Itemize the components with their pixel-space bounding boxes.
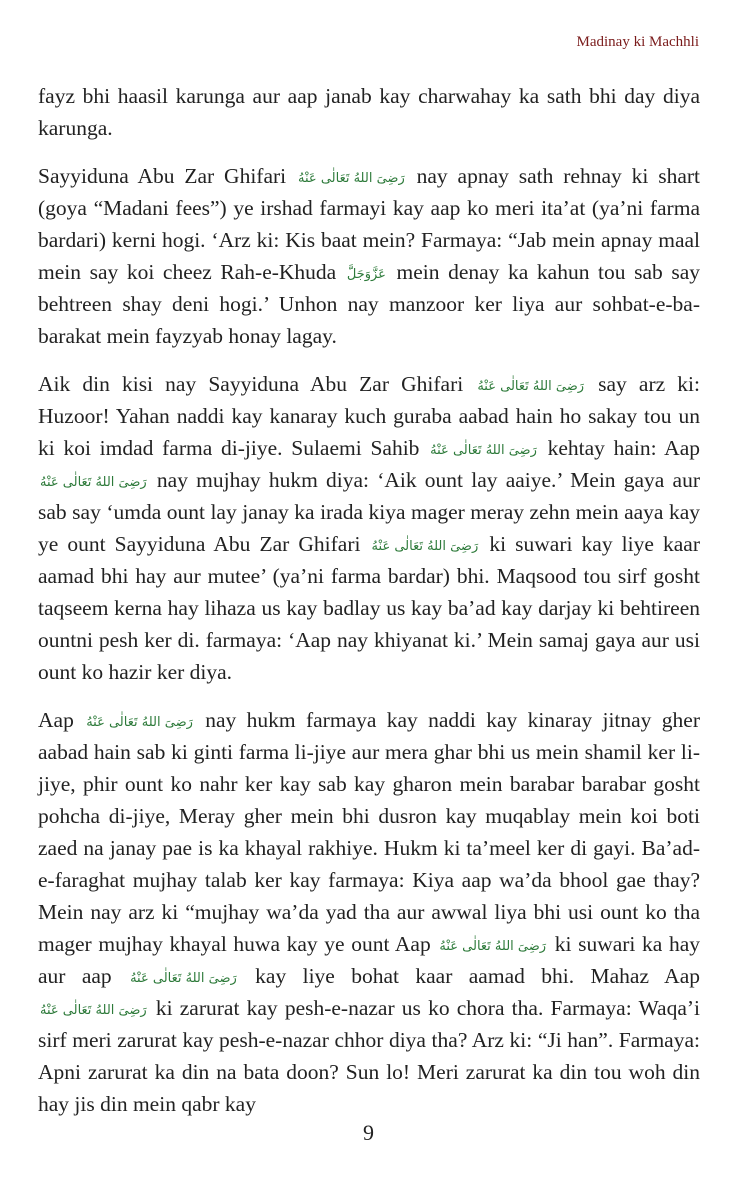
paragraph xyxy=(38,704,700,1120)
honorific-radiallahu: رَضِیَ اللهُ تَعَالٰی عَنْهُ xyxy=(40,1002,147,1018)
honorific-radiallahu: رَضِیَ اللهُ تَعَالٰی عَنْهُ xyxy=(477,378,585,394)
page-body xyxy=(38,80,700,1136)
honorific-radiallahu: رَضِیَ اللهُ تَعَالٰی عَنْهُ xyxy=(40,474,147,490)
text-segment: ki suwari kay liye kaar aamad bhi hay aur mutee’ (ya’ni farma bardar) bhi. Maqsood tou sirf gosht taqseem kerna hay lihaza us kay badlay us kay ba’ad kay darjay ki behtireen ountni pesh ker di. farmaya: ‘Aap nay khiyanat ki.’ Mein samaj gaya aur usi ount ko hazir ker diya. xyxy=(38,532,700,684)
honorific-radiallahu: رَضِیَ اللهُ تَعَالٰی عَنْهُ xyxy=(430,442,537,458)
running-header: Madinay ki Machhli xyxy=(576,34,699,50)
text-segment: Aap xyxy=(38,708,85,732)
text-segment: fayz bhi haasil karunga aur aap janab kay charwahay ka sath bhi day diya karunga. xyxy=(38,84,700,140)
honorific-radiallahu: رَضِیَ اللهُ تَعَالٰی عَنْهُ xyxy=(371,538,479,554)
paragraph xyxy=(38,368,700,688)
honorific-radiallahu: رَضِیَ اللهُ تَعَالٰی عَنْهُ xyxy=(130,970,237,986)
text-segment: Sayyiduna Abu Zar Ghifari xyxy=(38,164,297,188)
page-number: 9 xyxy=(363,1120,374,1145)
honorific-radiallahu: رَضِیَ اللهُ تَعَالٰی عَنْهُ xyxy=(86,714,193,730)
text-segment: nay hukm farmaya kay naddi kay kinaray jitnay gher aabad hain sab ki ginti farma li-jiye aur mera ghar bhi us mein shamil ker li-jiye, phir ount ko nahr ker kay sab kay gharon mein barabar barabar gosht pohcha di-jiye, Meray gher mein bhi dusron kay muqablay mein koi boti zaed na janay pae is ka khayal rakhiye. Hukm ki ta’meel ker di gayi. Ba’ad-e-faraghat mujhay talab ker kay farmaya: Kiya aap wa’da bhool gae thay? Mein nay arz ki “mujhay wa’da yad tha aur awwal liya bhi usi ount ko tha mager mujhay khayal huwa kay ye ount Aap xyxy=(38,708,700,956)
text-segment: nay apnay sath rehnay ki shart (goya “Madani fees”) ye irshad farmayi kay aap ko meri ita’at (ya’ni farma bardari) kerni hogi. ‘Arz ki: Kis baat mein? Farmaya: “Jab mein apnay maal mein say koi cheez Rah-e-Khuda xyxy=(38,164,700,284)
text-segment: mein denay ka kahun tou sab say behtreen shay deni hogi.’ Unhon nay manzoor ker liya aur sohbat-e-ba-barakat mein fayzyab honay lagay. xyxy=(38,260,701,348)
honorific-radiallahu: رَضِیَ اللهُ تَعَالٰی عَنْهُ xyxy=(298,170,405,186)
text-segment: Aik din kisi nay Sayyiduna Abu Zar Ghifari xyxy=(38,372,476,396)
paragraph xyxy=(38,160,700,352)
honorific-azza-wa-jal: عَزَّوَجَلَّ xyxy=(346,266,386,282)
paragraph xyxy=(38,80,700,144)
text-segment: kay liye bohat kaar aamad bhi. Mahaz Aap xyxy=(238,964,701,988)
text-segment: kehtay hain: Aap xyxy=(538,436,700,460)
honorific-radiallahu: رَضِیَ اللهُ تَعَالٰی عَنْهُ xyxy=(439,938,547,954)
text-segment: say arz ki: Huzoor! Yahan naddi kay kanaray kuch guraba aabad hain ho sakay tou un ki koi imdad farma di-jiye. Sulaemi Sahib xyxy=(38,372,700,460)
text-segment: nay mujhay hukm diya: ‘Aik ount lay aaiye.’ Mein gaya aur sab say ‘umda ount lay janay ka irada kiya mager meray zehn mein aaya kay ye ount Sayyiduna Abu Zar Ghifari xyxy=(38,468,700,556)
text-segment: ki suwari ka hay aur aap xyxy=(38,932,700,988)
text-segment: ki zarurat kay pesh-e-nazar us ko chora tha. Farmaya: Waqa’i sirf meri zarurat kay pesh-e-nazar chhor diya tha? Arz ki: “Ji han”. Farmaya: Apni zarurat ka din na bata doon? Sun lo! Meri zarurat ka din tou woh din hay jis din mein qabr kay xyxy=(38,996,700,1116)
